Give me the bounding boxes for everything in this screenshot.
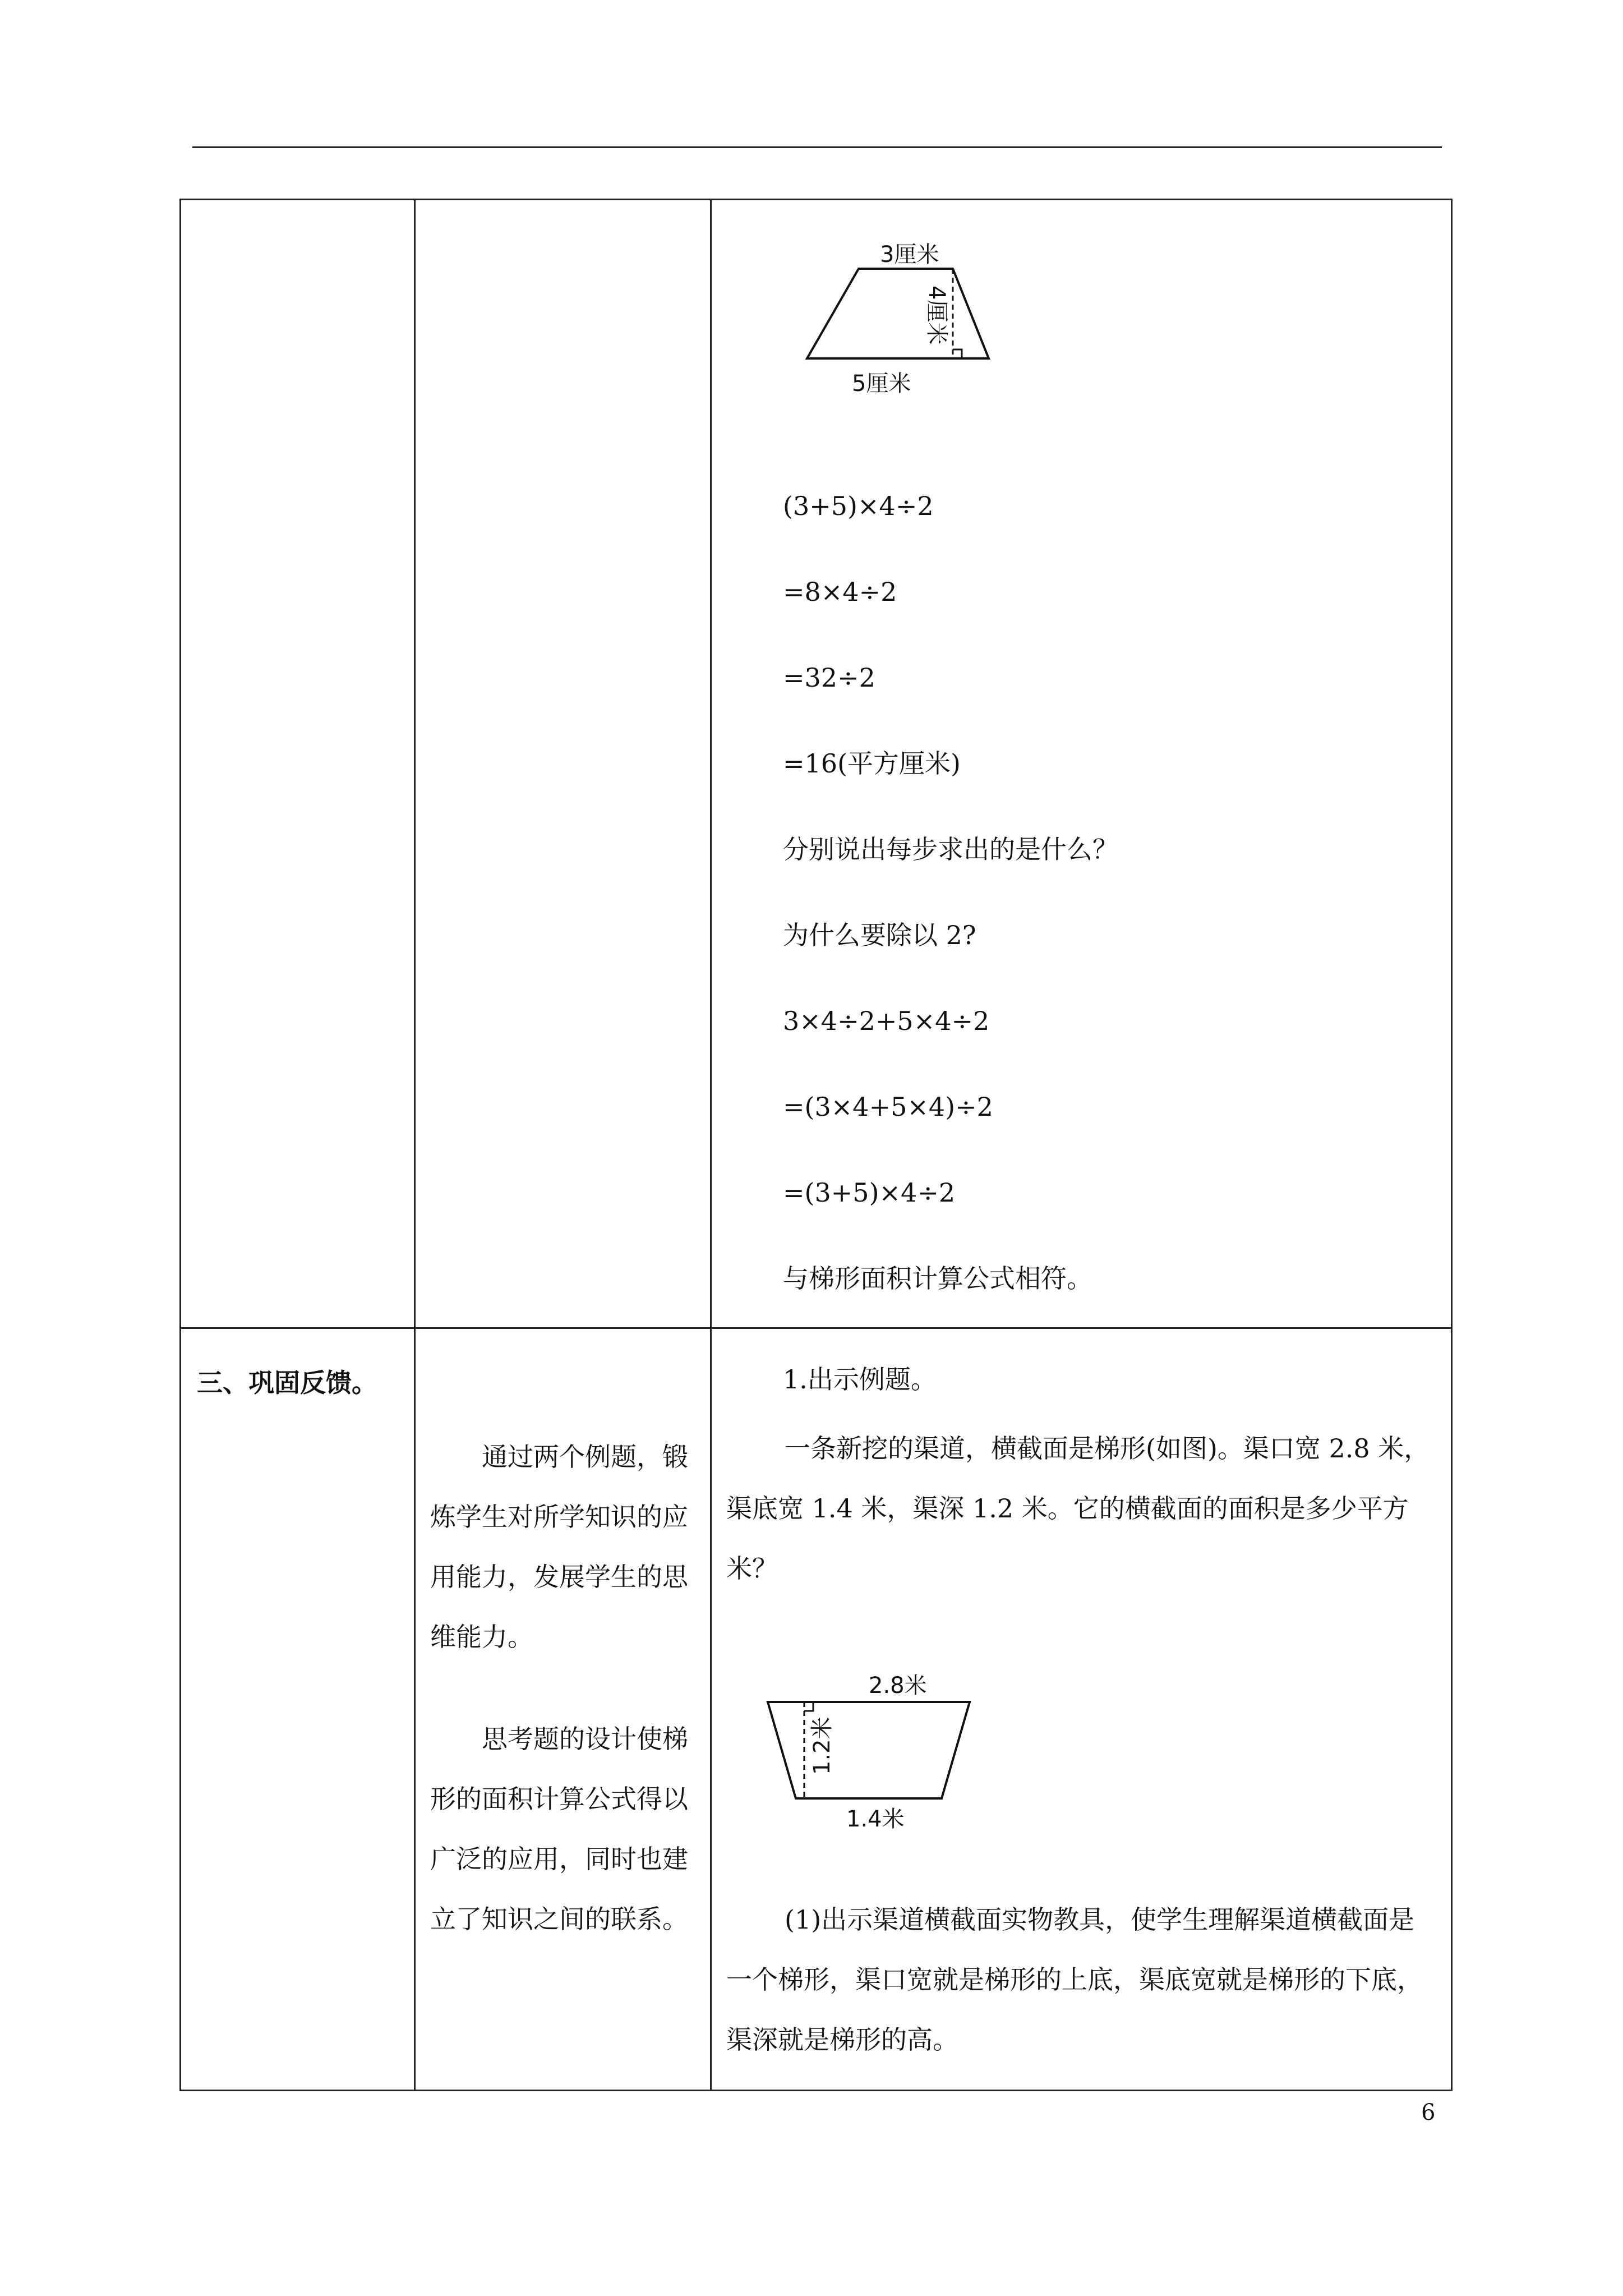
step-heading: 1.出示例题。 (783, 1364, 937, 1395)
calc-line: =8×4÷2 (783, 577, 897, 607)
purpose-cell (415, 200, 711, 1328)
question-line: 分别说出每步求出的是什么？ (783, 834, 1118, 864)
calc-line: =(3×4+5×4)÷2 (783, 1092, 993, 1122)
purpose-paragraph-1: 通过两个例题，锻炼学生对所学知识的应用能力，发展学生的思维能力。 (430, 1442, 688, 1652)
figure-1-bottom-label: 5厘米 (852, 371, 911, 397)
lesson-plan-table (179, 199, 1453, 2091)
trapezoid-figure-2 (757, 1668, 1015, 1831)
section-title: 三、巩固反馈。 (197, 1368, 377, 1398)
calc-line: =32÷2 (783, 662, 875, 693)
figure-2-bottom-label: 1.4米 (846, 1806, 905, 1831)
header-rule (192, 146, 1442, 148)
conclusion-line: 与梯形面积计算公式相符。 (783, 1263, 1092, 1294)
table-row (181, 200, 1452, 1328)
figure-2-height-label: 1.2米 (809, 1717, 835, 1775)
problem-paragraph: 一条新挖的渠道，横截面是梯形(如图)。渠口宽 2.8 米，渠底宽 1.4 米，渠深 1.2 米。它的横截面的面积是多少平方米？ (726, 1433, 1430, 1584)
stage-cell (181, 1328, 415, 2091)
process-cell (711, 200, 1452, 1328)
purpose-paragraph-2: 思考题的设计使梯形的面积计算公式得以广泛的应用，同时也建立了知识之间的联系。 (430, 1724, 688, 1934)
figure-1-height-label: 4厘米 (924, 286, 949, 345)
calc-line: 3×4÷2+5×4÷2 (783, 1006, 990, 1036)
calc-line: =(3+5)×4÷2 (783, 1177, 956, 1208)
calc-line: =16(平方厘米) (783, 748, 961, 779)
figure-1-top-label: 3厘米 (880, 242, 939, 268)
page-number: 6 (1421, 2100, 1436, 2125)
figure-2-top-label: 2.8米 (869, 1673, 927, 1699)
calc-line: (3+5)×4÷2 (783, 491, 934, 521)
question-line: 为什么要除以 2? (783, 920, 976, 950)
explanation-paragraph: (1)出示渠道横截面实物教具，使学生理解渠道横截面是一个梯形，渠口宽就是梯形的上底，渠底宽就是梯形的下底，渠深就是梯形的高。 (726, 1904, 1423, 2055)
stage-cell (181, 200, 415, 1328)
process-cell (711, 1328, 1452, 2091)
table-row (181, 1328, 1452, 2091)
purpose-cell (415, 1328, 711, 2091)
trapezoid-figure-1 (796, 240, 1031, 430)
